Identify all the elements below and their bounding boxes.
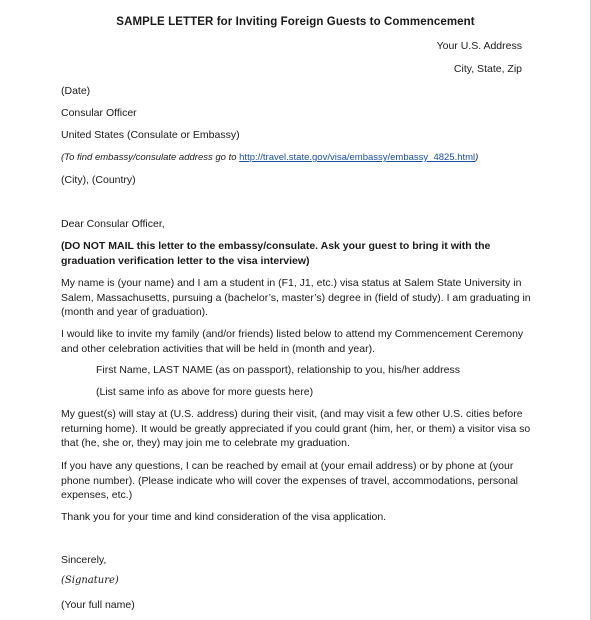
embassy-link[interactable]: http://travel.state.gov/visa/embassy/embassy_4825.html [239, 152, 476, 163]
signature: (Signature) [61, 575, 119, 586]
guest-line: First Name, LAST NAME (as on passport), relationship to you, his/her address [96, 364, 460, 376]
paragraph-stay: My guest(s) will stay at (U.S. address) during their visit, (and may visit a few other U.S. cities before returning home). It would be greatly appreciated if you could grant (him, her, or them) a visitor visa so that (he, she or, they) may join me to celebrate my graduation. [61, 408, 531, 449]
recipient-line2: United States (Consulate or Embassy) [61, 129, 240, 141]
full-name: (Your full name) [61, 599, 135, 611]
paragraph-invite: I would like to invite my family (and/or friends) listed below to attend my Commencement Ceremony and other celebration activities that will be held in (month and year). [61, 328, 524, 355]
paragraph-contact: If you have any questions, I can be reached by email at (your email address) or by phone at (your phone number). (Please indicate who will cover the expenses of travel, accommodations, personal expenses, etc.) [61, 460, 518, 501]
recipient-location: (City), (Country) [61, 174, 136, 186]
date-line: (Date) [61, 85, 91, 97]
salutation: Dear Consular Officer, [61, 218, 165, 230]
paragraph-intro: My name is (your name) and I am a student in (F1, J1, etc.) visa status at Salem State University in Salem, Massachusetts, pursuing a (bachelor’s, master’s) degree in (field of study). I am graduating in (month and year of graduation). [61, 277, 531, 318]
closing: Sincerely, [61, 554, 107, 566]
recipient-line1: Consular Officer [61, 107, 137, 119]
letter-title: SAMPLE LETTER for Inviting Foreign Guests to Commencement [116, 16, 475, 28]
embassy-note-prefix: (To find embassy/consulate address go to [61, 152, 240, 163]
guest-more-line: (List same info as above for more guests here) [96, 386, 314, 398]
paragraph-thanks: Thank you for your time and kind consideration of the visa application. [61, 511, 387, 523]
sender-address-line1: Your U.S. Address [436, 40, 522, 52]
embassy-note-suffix: ) [475, 152, 479, 163]
sender-address-line2: City, State, Zip [453, 63, 522, 75]
embassy-note [61, 152, 478, 163]
warning-paragraph: (DO NOT MAIL this letter to the embassy/consulate. Ask your guest to bring it with the graduation verification letter to the visa interview) [61, 240, 491, 267]
